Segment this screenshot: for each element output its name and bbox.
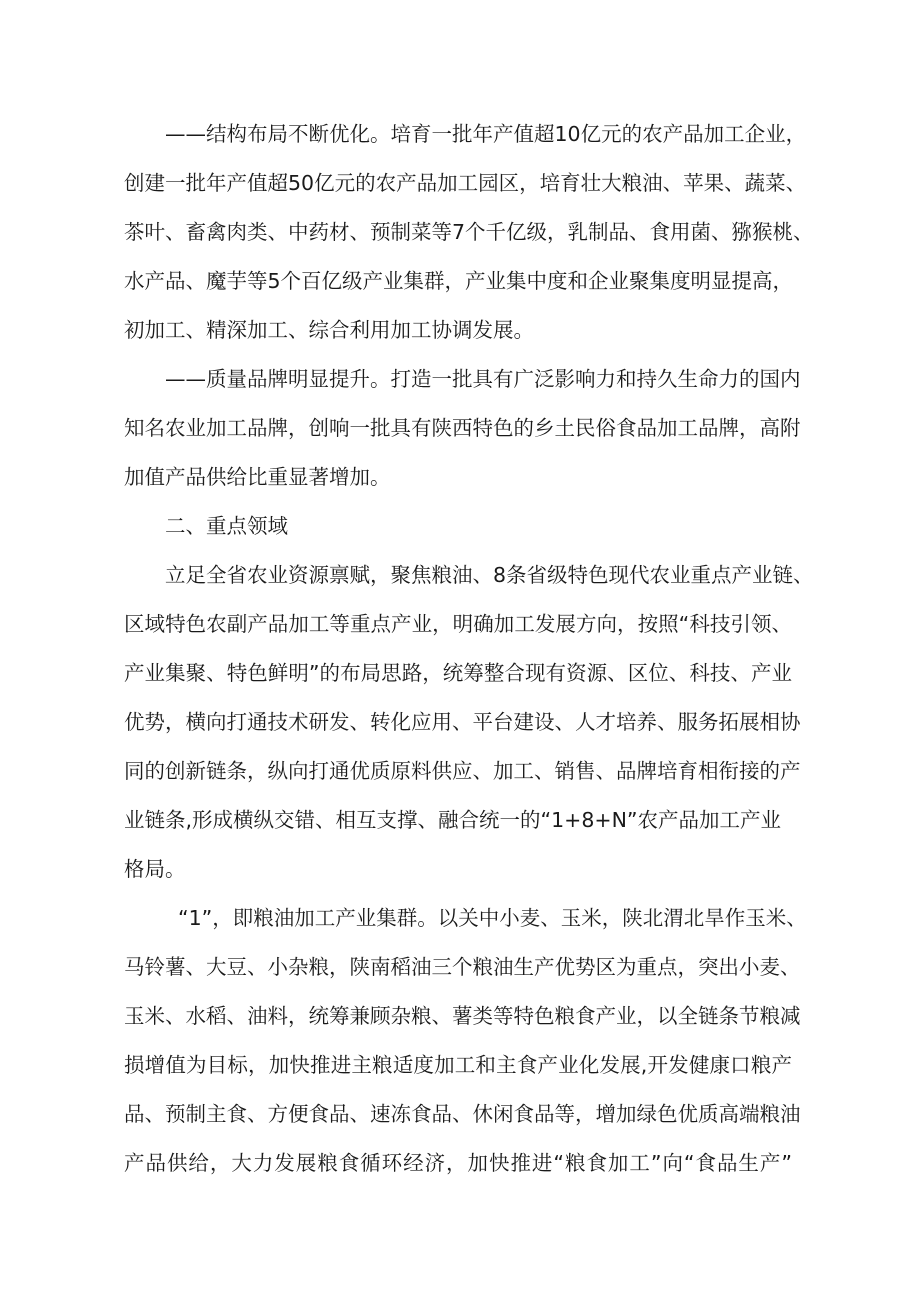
paragraph-2-line-2: 知名农业加工品牌，创响一批具有陕西特色的乡土民俗食品加工品牌，高附 [124, 416, 801, 440]
paragraph-1-line-5: 初加工、精深加工、综合利用加工协调发展。 [124, 318, 534, 342]
paragraph-5-line-1: “1”，即粮油加工产业集群。以关中小麦、玉米，陕北渭北旱作玉米、 [178, 906, 807, 930]
paragraph-4-line-4: 优势，横向打通技术研发、转化应用、平台建设、人才培养、服务拓展相协 [124, 710, 801, 734]
paragraph-2-line-1: ——质量品牌明显提升。打造一批具有广泛影响力和持久生命力的国内 [165, 367, 801, 391]
paragraph-1-line-3: 茶叶、畜禽肉类、中药材、预制菜等7个千亿级，乳制品、食用菌、猕猴桃、 [124, 220, 814, 244]
paragraph-5-line-6: 产品供给，大力发展粮食循环经济，加快推进“粮食加工”向“食品生产” [124, 1151, 792, 1175]
paragraph-4-line-1: 立足全省农业资源禀赋，聚焦粮油、8条省级特色现代农业重点产业链、 [165, 563, 814, 587]
paragraph-4-line-6: 业链条,形成横纵交错、相互支撑、融合统一的“1+8+N”农产品加工产业 [124, 808, 782, 832]
paragraph-4-line-5: 同的创新链条，纵向打通优质原料供应、加工、销售、品牌培育相衔接的产 [124, 759, 801, 783]
paragraph-1-line-4: 水产品、魔芋等5个百亿级产业集群，产业集中度和企业聚集度明显提高， [124, 269, 794, 293]
paragraph-5-line-4: 损增值为目标，加快推进主粮适度加工和主食产业化发展,开发健康口粮产 [124, 1053, 792, 1077]
paragraph-1-line-1: ——结构布局不断优化。培育一批年产值超10亿元的农产品加工企业， [165, 122, 807, 146]
section-heading: 二、重点领域 [165, 514, 288, 538]
paragraph-4-line-7: 格局。 [124, 857, 186, 881]
paragraph-4-line-3: 产业集聚、特色鲜明”的布局思路，统筹整合现有资源、区位、科技、产业 [124, 661, 792, 685]
paragraph-5-line-3: 玉米、水稻、油料，统筹兼顾杂粮、薯类等特色粮食产业，以全链条节粮减 [124, 1004, 801, 1028]
paragraph-4-line-2: 区域特色农副产品加工等重点产业，明确加工发展方向，按照“科技引领、 [124, 612, 792, 636]
paragraph-5-line-2: 马铃薯、大豆、小杂粮，陕南稻油三个粮油生产优势区为重点，突出小麦、 [124, 955, 801, 979]
paragraph-2-line-3: 加值产品供给比重显著增加。 [124, 465, 391, 489]
paragraph-1-line-2: 创建一批年产值超50亿元的农产品加工园区，培育壮大粮油、苹果、蔬菜、 [124, 171, 807, 195]
paragraph-5-line-5: 品、预制主食、方便食品、速冻食品、休闲食品等，增加绿色优质高端粮油 [124, 1102, 801, 1126]
